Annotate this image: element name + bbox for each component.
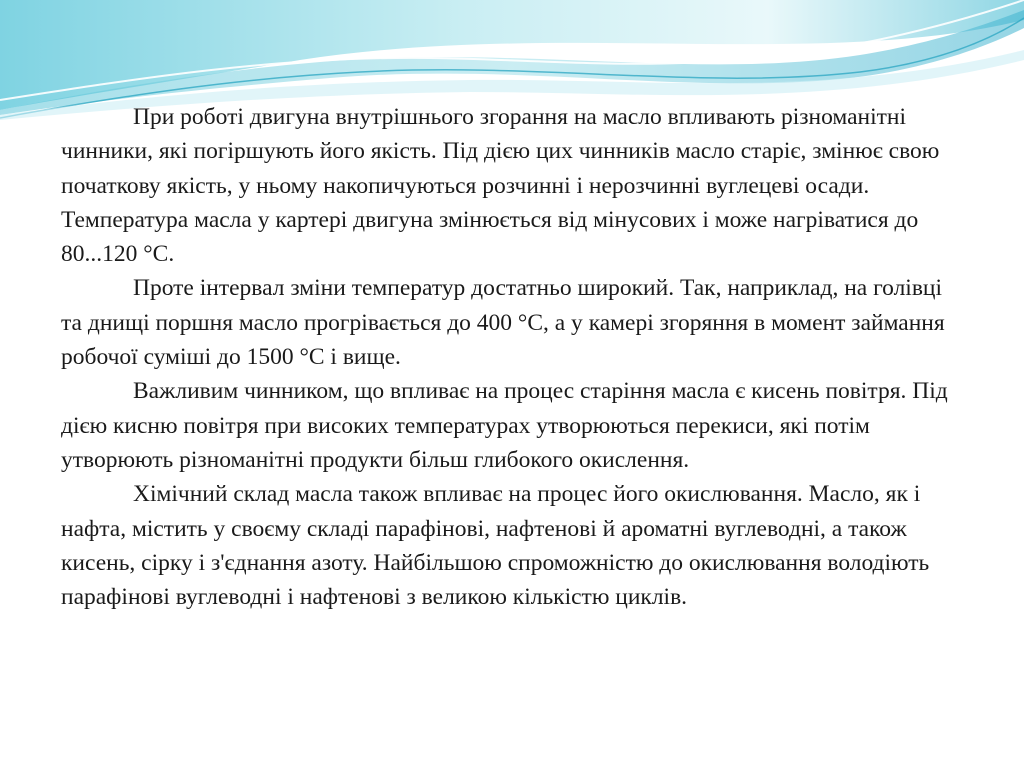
text-line: масло старіє, змінює свою початкову якість, у ньому накопичуються [61, 138, 940, 199]
text-line: Хімічний склад масла також впливає на процес його окислювання. [133, 481, 803, 508]
paragraph [61, 477, 967, 614]
text-line: розчинні і нерозчинні вуглецеві осади. Температура масла у картері [61, 172, 870, 233]
text-line: наприклад, на голівці та днищі поршня масло прогрівається до 400 °С, а у [61, 275, 943, 336]
slide-body-text [61, 100, 967, 614]
text-line: різноманітні чинники, які погіршують його якість. Під дією цих чинників [61, 104, 906, 165]
paragraph [61, 271, 967, 374]
text-line: ароматні вуглеводні, а також кисень, сірку і з'єднання азоту. Найбільшою [61, 515, 907, 576]
text-line: спроможністю до окислювання володіють парафінові вуглеводні і [61, 549, 930, 611]
paragraph [61, 100, 967, 271]
text-line: перекиси, які потім утворюють різноманітні продукти більш глибокого [61, 412, 870, 473]
text-line: Масло, як і нафта, містить у своєму складі парафінові, нафтенові й [61, 481, 921, 542]
text-line: камері згоряння в момент займання робочої суміші до 1500 °С і вище. [61, 309, 945, 371]
text-line: При роботі двигуна внутрішнього згорання на масло впливають [133, 104, 776, 130]
text-line: Проте інтервал зміни температур достатньо широкий. Так, [133, 275, 722, 302]
text-line: окислення. [579, 446, 690, 473]
text-line: Важливим чинником, що впливає на процес старіння масла є кисень [133, 378, 820, 405]
paragraph [61, 374, 967, 477]
text-line: нафтенові з великою кількістю циклів. [299, 584, 688, 611]
text-line: двигуна змінюється від мінусових і може нагріватися до 80...120 °С. [61, 206, 919, 268]
text-line: повітря. Під дією кисню повітря при високих температурах утворюються [61, 378, 948, 439]
